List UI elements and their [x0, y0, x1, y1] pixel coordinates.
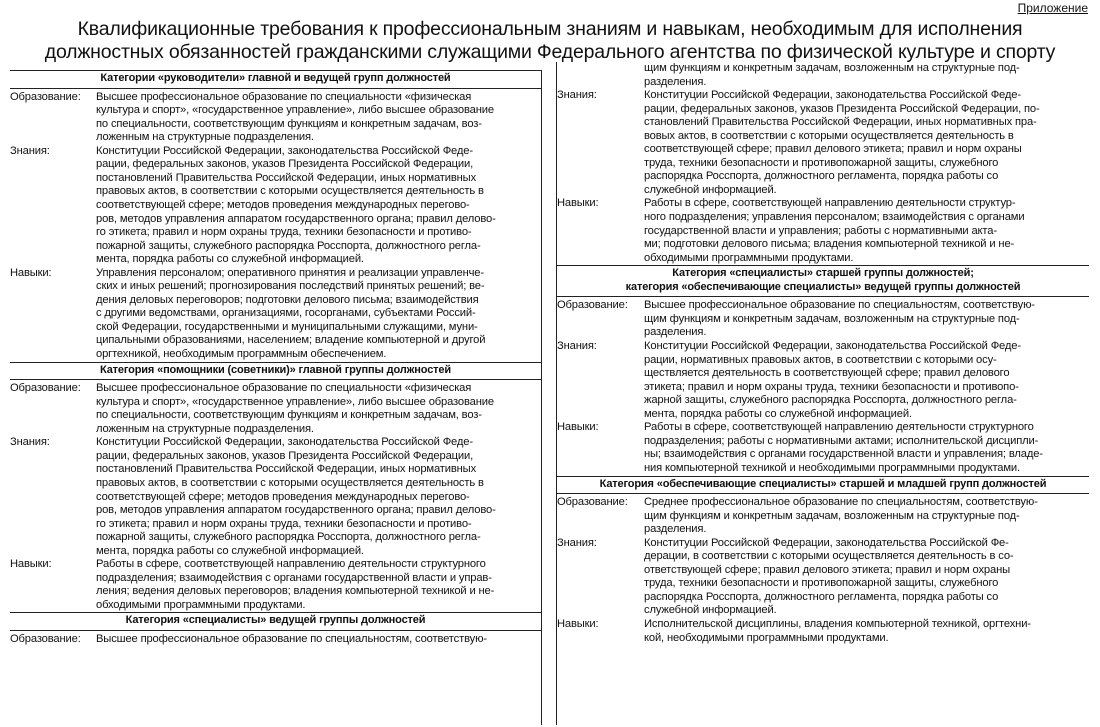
requirement-text-line: Работы в сфере, соответствующей направлению деятельности структурного	[96, 558, 486, 571]
requirement-label: Знания:	[10, 436, 50, 449]
requirement-text	[644, 618, 1089, 645]
requirement-text-line: правовых актов, в соответствии с которыми осуществляется деятельность в	[96, 185, 484, 198]
left-column	[10, 70, 542, 725]
requirement-label: Знания:	[557, 89, 597, 102]
requirement-row	[557, 340, 1089, 421]
requirement-row	[10, 558, 541, 612]
requirement-text-line: соответствующей сфере; правил делового этикета; правил и норм охраны	[644, 143, 1022, 156]
requirement-text-line: постановлений Правительства Российской Федерации, иных нормативных	[96, 463, 477, 476]
requirement-text-line: Высшее профессиональное образование по специальности «физическая	[96, 382, 472, 395]
category-header-line: категория «обеспечивающие специалисты» ведущей группы должностей	[625, 280, 1021, 293]
requirement-row	[10, 267, 541, 362]
requirement-text-line: ления; ведения деловых переговоров; владения компьютерной техникой и не-	[96, 585, 495, 598]
requirement-text-line: дения деловых переговоров; подготовки делового письма; взаимодействия	[96, 293, 479, 306]
requirement-text-line: ложенным на структурные подразделения.	[96, 422, 314, 435]
requirement-text-line: подразделения; работы с нормативными актами; исполнительской дисципли-	[644, 434, 1039, 447]
category-header	[10, 70, 541, 89]
requirement-text-line: рации, федеральных законов, указов Президента Российской Федерации, по-	[644, 102, 1040, 115]
category-header-line: Категория «специалисты» ведущей группы должностей	[125, 614, 426, 627]
requirement-text-line: Высшее профессиональное образование по специальностям, соответствую-	[644, 299, 1035, 312]
requirement-text-line: с другими ведомствами, организациями, госорганами, субъектами Россий-	[96, 307, 476, 320]
requirement-text-line: го этикета; правил и норм охраны труда, техники безопасности и противо-	[96, 517, 472, 530]
requirement-text-line: разделения.	[644, 523, 707, 536]
requirement-row	[557, 62, 1089, 89]
requirement-text-line: соответствующей сфере; методов проведения международных перегово-	[96, 490, 470, 503]
requirement-text	[644, 421, 1089, 475]
requirement-text-line: рации, нормативных правовых актов, в соответствии с которыми осу-	[644, 353, 997, 366]
requirement-text-line: Конституции Российской Федерации, законодательства Российской Феде-	[96, 436, 473, 449]
requirement-text-line: пожарной защиты, служебного распорядка Росспорта, должностного регла-	[96, 239, 481, 252]
requirement-text	[96, 145, 541, 267]
requirement-label: Навыки:	[557, 197, 599, 210]
requirement-row	[557, 421, 1089, 475]
requirement-text-line: ния компьютерной техникой и необходимыми программными продуктами.	[644, 461, 1020, 474]
requirements-section	[557, 62, 1089, 265]
requirement-text-line: обходимыми программными продуктами.	[644, 251, 854, 264]
requirement-text-line: труда, техники безопасности и противопожарной защиты, служебного	[644, 156, 999, 169]
requirements-section	[10, 362, 541, 613]
category-header-line: Категория «обеспечивающие специалисты» старшей и младшей групп должностей	[599, 477, 1047, 490]
requirement-text	[96, 633, 541, 647]
requirement-label: Навыки:	[10, 266, 52, 279]
requirement-label: Навыки:	[10, 558, 52, 571]
requirements-section	[10, 612, 541, 646]
requirement-row	[557, 89, 1089, 197]
requirement-text	[644, 299, 1089, 340]
requirement-label: Знания:	[557, 340, 597, 353]
requirement-row	[557, 537, 1089, 618]
requirement-text-line: по специальности, соответствующим функциям и конкретным задачам, воз-	[96, 409, 482, 422]
requirement-text-line: постановлений Правительства Российской Федерации, иных нормативных	[96, 171, 477, 184]
requirement-text-line: ских и иных решений; прогнозирования последствий принятых решений; ве-	[96, 280, 485, 293]
requirement-row	[557, 618, 1089, 645]
requirement-row	[10, 91, 541, 145]
requirement-text-line: кой, необходимыми программными продуктами.	[644, 631, 889, 644]
requirement-text-line: ми; подготовки делового письма; владения компьютерной техникой и не-	[644, 238, 1015, 251]
requirement-text-line: ществляется деятельность в соответствующей сфере; правил делового	[644, 367, 1010, 380]
category-header	[557, 476, 1089, 495]
requirement-text-line: соответствующей сфере; методов проведения международных перегово-	[96, 198, 470, 211]
requirement-text-line: Конституции Российской Федерации, законодательства Российской Феде-	[644, 89, 1021, 102]
requirement-text-line: служебной информацией.	[644, 183, 777, 196]
requirement-row	[557, 299, 1089, 340]
document-title	[0, 18, 1100, 64]
requirement-text	[644, 496, 1089, 537]
requirement-text-line: ров, методов управления аппаратом государственного органа; правил делово-	[96, 212, 496, 225]
requirements-section	[10, 70, 541, 362]
requirements-section	[557, 476, 1089, 646]
requirement-text-line: Работы в сфере, соответствующей направлению деятельности структур-	[644, 197, 1016, 210]
requirement-text-line: Управления персоналом; оперативного принятия и реализации управленче-	[96, 266, 484, 279]
category-header	[10, 612, 541, 631]
title-line: должностных обязанностей гражданскими служащими Федерального агентства по физической культуре и спорту	[44, 41, 1056, 63]
category-header	[557, 265, 1089, 297]
requirement-text	[96, 91, 541, 145]
requirement-text-line: ципальными образованиями, населением; владение компьютерной и другой	[96, 334, 486, 347]
requirement-text-line: ного подразделения; управления персоналом; взаимодействия с органами	[644, 211, 1025, 224]
requirement-label: Навыки:	[557, 618, 599, 631]
requirement-text-line: распорядка Росспорта, должностного регламента, порядка работы со	[644, 170, 999, 183]
requirement-row	[10, 382, 541, 436]
requirement-text-line: распорядка Росспорта, должностного регламента, порядка работы со	[644, 590, 999, 603]
requirement-text-line: Высшее профессиональное образование по специальностям, соответствую-	[96, 633, 487, 646]
requirement-text-line: разделения.	[644, 75, 707, 88]
requirement-text-line: Конституции Российской Федерации, законодательства Российской Феде-	[644, 340, 1021, 353]
requirement-text-line: по специальности, соответствующим функциям и конкретным задачам, воз-	[96, 117, 482, 130]
requirement-text-line: государственной власти и управления; работы с нормативными акта-	[644, 224, 997, 237]
requirement-text-line: го этикета; правил и норм охраны труда, техники безопасности и противо-	[96, 226, 472, 239]
requirement-text-line: щим функциям и конкретным задачам, возложенным на структурные под-	[644, 509, 1020, 522]
requirement-text-line: Работы в сфере, соответствующей направлению деятельности структурного	[644, 421, 1034, 434]
requirement-label: Образование:	[10, 90, 81, 103]
requirement-text-line: пожарной защиты, служебного распорядка Росспорта, должностного регла-	[96, 531, 481, 544]
requirement-label: Образование:	[10, 382, 81, 395]
requirement-text-line: правовых актов, в соответствии с которыми осуществляется деятельность в	[96, 476, 484, 489]
requirement-text-line: рации, федеральных законов, указов Президента Российской Федерации,	[96, 449, 474, 462]
requirement-label: Образование:	[557, 496, 628, 509]
requirement-text	[96, 382, 541, 436]
requirement-row	[557, 197, 1089, 265]
requirement-text-line: труда, техники безопасности и противопожарной защиты, служебного	[644, 577, 999, 590]
requirement-text	[96, 436, 541, 558]
requirement-text-line: Конституции Российской Федерации, законодательства Российской Феде-	[96, 144, 473, 157]
requirement-text-line: разделения.	[644, 326, 707, 339]
requirement-text-line: ны; взаимодействия с органами государственной власти и управления; владе-	[644, 448, 1043, 461]
category-header-line: Категории «руководители» главной и ведущей групп должностей	[100, 72, 451, 84]
category-header-line: Категория «специалисты» старшей группы должностей;	[672, 267, 974, 280]
requirement-text-line: вовых актов, в соответствии с которыми осуществляется деятельность в	[644, 129, 1014, 142]
requirement-text-line: щим функциям и конкретным задачам, возложенным на структурные под-	[644, 312, 1020, 325]
requirement-text-line: мента, порядка работы со служебной информацией.	[96, 544, 364, 557]
requirement-text-line: ской Федерации, государственными и муниципальными служащими, муни-	[96, 320, 478, 333]
requirement-row	[10, 633, 541, 647]
requirement-text-line: становлений Правительства Российской Федерации, иных нормативных пра-	[644, 116, 1037, 129]
right-column	[556, 62, 1089, 725]
requirement-text	[644, 62, 1089, 89]
requirement-text-line: Конституции Российской Федерации, законодательства Российской Фе-	[644, 536, 1009, 549]
requirement-text	[96, 558, 541, 612]
requirement-text-line: Среднее профессиональное образование по специальностям, соответствую-	[644, 496, 1038, 509]
category-header-line: Категория «помощники (советники)» главной группы должностей	[100, 363, 451, 376]
requirement-label: Образование:	[557, 299, 628, 312]
category-header	[10, 362, 541, 381]
requirement-text-line: рации, федеральных законов, указов Президента Российской Федерации,	[96, 158, 474, 171]
requirement-text	[644, 340, 1089, 421]
requirement-text-line: мента, порядка работы со служебной информацией.	[96, 253, 364, 266]
requirement-text-line: подразделения; взаимодействия с органами государственной власти и управ-	[96, 571, 492, 584]
requirement-text-line: этикета; правил и норм охраны труда, техники безопасности и противопо-	[644, 380, 1019, 393]
requirement-text-line: обходимыми программными продуктами.	[96, 598, 306, 611]
requirement-text-line: Высшее профессиональное образование по специальности «физическая	[96, 90, 472, 103]
requirement-text-line: культура и спорт», «государственное управление», либо высшее образование	[96, 104, 494, 117]
requirement-text-line: щим функциям и конкретным задачам, возложенным на структурные под-	[644, 62, 1020, 74]
title-line: Квалификационные требования к профессиональным знаниям и навыкам, необходимым для исполнения	[77, 18, 1023, 40]
requirement-text	[96, 267, 541, 362]
requirement-text	[644, 89, 1089, 197]
requirement-label: Навыки:	[557, 421, 599, 434]
requirement-text	[644, 537, 1089, 618]
requirement-label: Знания:	[10, 144, 50, 157]
requirement-label: Знания:	[557, 536, 597, 549]
requirement-text-line: Исполнительской дисциплины, владения компьютерной техникой, оргтехни-	[644, 618, 1031, 631]
requirement-row	[10, 436, 541, 558]
appendix-label: Приложение	[1017, 1, 1088, 15]
requirement-text-line: ложенным на структурные подразделения.	[96, 131, 314, 144]
requirement-text-line: жарной защиты, служебного распорядка Росспорта, должностного регла-	[644, 394, 1017, 407]
requirements-section	[557, 265, 1089, 475]
requirement-text-line: культура и спорт», «государственное управление», либо высшее образование	[96, 395, 494, 408]
requirement-text-line: служебной информацией.	[644, 604, 777, 617]
requirement-row	[10, 145, 541, 267]
requirement-text-line: мента, порядка работы со служебной информацией.	[644, 407, 912, 420]
requirement-text-line: ответствующей сфере; правил делового этикета; правил и норм охраны	[644, 563, 1010, 576]
requirement-row	[557, 496, 1089, 537]
requirement-label: Образование:	[10, 633, 81, 646]
requirement-label	[557, 62, 644, 89]
requirement-text-line: ров, методов управления аппаратом государственного органа; правил делово-	[96, 504, 496, 517]
requirement-text-line: дерации, в соответствии с которыми осуществляется деятельность в со-	[644, 550, 1014, 563]
requirement-text-line: оргтехникой, необходимым программным обеспечением.	[96, 347, 387, 360]
requirement-text	[644, 197, 1089, 265]
